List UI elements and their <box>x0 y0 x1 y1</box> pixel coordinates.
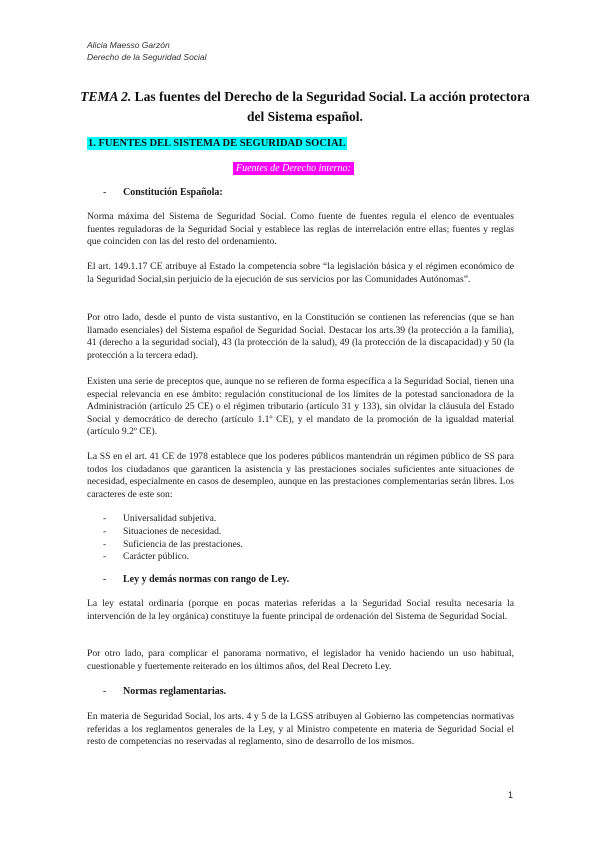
bullet-ley-label: Ley y demás normas con rango de Ley. <box>123 574 290 585</box>
paragraph-6: La ley estatal ordinaria (porque en pocas materias referidas a la Seguridad Social resulta necesaria la intervención de la ley orgánica) constituye la fuente principal de ordenación del Sistema de Seguridad Social. <box>87 598 514 622</box>
bullet-constitucion <box>103 186 223 199</box>
page-number: 1 <box>508 790 514 800</box>
paragraph-7: Por otro lado, para complicar el panorama normativo, el legislador ha venido haciendo un uso habitual, cuestionable y fuertemente reiterado en los últimos años, del Real Decreto Ley. <box>87 648 514 672</box>
title-tema-label: TEMA 2. <box>80 89 132 104</box>
section-heading: 1. FUENTES DEL SISTEMA DE SEGURIDAD SOCIAL <box>88 138 346 149</box>
paragraph-3: Por otro lado, desde el punto de vista sustantivo, en la Constitución se contienen las referencias (que se han llamado esenciales) del Sistema español de Seguridad Social. Destacar los arts.39 (la protección a la familia), 41 (derecho a la seguridad social), 43 (la protección de la salud), 49 (la protección de la discapacidad) y 50 (la protección a la tercera edad). <box>87 312 514 361</box>
document-title <box>80 87 530 127</box>
paragraph-5: La SS en el art. 41 CE de 1978 establece que los poderes públicos mantendrán un régimen público de SS para todos los ciudadanos que garanticen la asistencia y las prestaciones sociales suficientes ante situaciones de necesidad, especialmente en casos de desempleo, aunque en las prestaciones complementarias serán libres. Los caracteres de este son: <box>87 451 514 500</box>
caracteres-list <box>103 513 243 564</box>
bullet-dash: - <box>103 187 107 198</box>
header-subject: Derecho de la Seguridad Social <box>87 52 207 62</box>
paragraph-4: Existen una serie de preceptos que, aunque no se refieren de forma específica a la Seguridad Social, tienen una especial relevancia en ese ámbito: regulación constitucional de los límites de la potestad sancionadora de la Administración (artículo 25 CE) o el régimen tributario (artículo 31 y 133), sin olvidar la cláusula del Estado Social y democrático de derecho (artículo 1.1º CE), y el mandato de la promoción de la igualdad material (artículo 9.2º CE). <box>87 376 514 438</box>
paragraph-2: El art. 149.1.17 CE atribuye al Estado la competencia sobre “la legislación básica y el régimen económico de la Seguridad Social,sin perjuicio de la ejecución de sus servicios por las Comunidades Autónomas”. <box>87 261 514 285</box>
page-header <box>87 39 207 63</box>
list-item: - Suficiencia de las prestaciones. <box>103 538 243 550</box>
list-item: - Universalidad subjetiva. <box>103 513 217 524</box>
bullet-constitucion-label: Constitución Española: <box>123 187 223 198</box>
paragraph-8: En materia de Seguridad Social, los arts. 4 y 5 de la LGSS atribuyen al Gobierno las competencias normativas referidas a los reglamentos generales de la Ley, y al Ministro competente en materia de Seguridad Social el resto de competencias no reservadas al reglamento, sino de desarrollo de los mismos. <box>87 711 514 748</box>
bullet-ley: - Ley y demás normas con rango de Ley. <box>103 574 290 585</box>
list-item: - Carácter público. <box>103 551 190 563</box>
title-text: Las fuentes del Derecho de la Seguridad Social. La acción protectora del Sistema español. <box>134 89 530 124</box>
list-item: - Situaciones de necesidad. <box>103 525 222 537</box>
paragraph-1: Norma máxima del Sistema de Seguridad Social. Como fuente de fuentes regula el elenco de eventuales fuentes reguladoras de la Seguridad Social y establece las reglas de interrelación entre ellas; fuentes y reglas que coinciden con las del resto del ordenamiento. <box>87 211 514 248</box>
header-author: Alicia Maesso Garzón <box>87 40 170 50</box>
bullet-reglamentarias-label: Normas reglamentarias. <box>123 686 227 697</box>
bullet-reglamentarias: - Normas reglamentarias. <box>103 686 227 697</box>
section-subheading: Fuentes de Derecho interno: <box>233 162 354 175</box>
